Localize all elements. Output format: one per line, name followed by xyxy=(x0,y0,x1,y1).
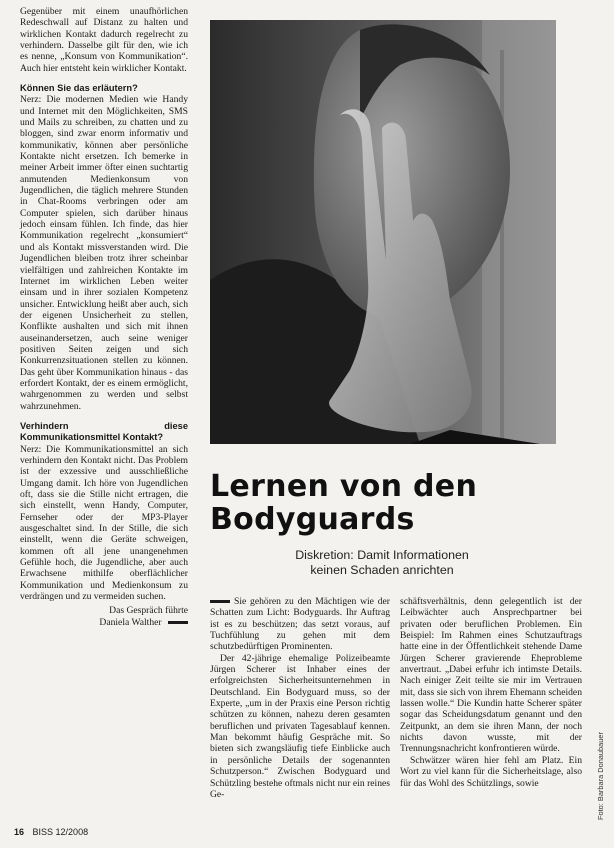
page-number: 16 xyxy=(14,827,25,837)
issue-label: BISS 12/2008 xyxy=(32,827,89,837)
page-footer xyxy=(14,827,88,837)
bodyguard-photo xyxy=(210,20,556,444)
signature-author xyxy=(20,617,188,628)
end-bar-icon xyxy=(168,621,188,624)
body-paragraph: Schwätzer wären hier fehl am Platz. Ein Wort zu viel kann für die Sicherheitslage, also für das Wohl des Schützlings, sowie xyxy=(400,754,582,789)
author-name: Daniela Walther xyxy=(99,616,162,628)
question-heading: Verhindern diese Kommunikationsmittel Kontakt? xyxy=(20,420,188,443)
lead-paragraph xyxy=(210,596,390,653)
lead-bar-icon xyxy=(210,600,230,603)
lead-text: Sie gehören zu den Mächtigen wie der Schatten zum Licht: Bodyguards. Ihr Auftrag ist es zu beschützen; das setzt voraus, auf Tuchfühlung zu gehen mit dem schutzbedürftigen Prominenten. xyxy=(210,596,390,653)
article-column-1 xyxy=(210,596,390,800)
bodyguard-illustration xyxy=(210,20,556,444)
interview-column xyxy=(20,6,188,628)
body-paragraph: schäftsverhältnis, denn gelegentlich ist der Leibwächter auch Ansprechpartner bei privaten oder beruflichen Problemen. Ein Beispiel: Im Rahmen eines Schutzauftrags hatte eine in der Öffentlichkeit stehende Dame Jürgen Scherer gravierende Eheprobleme anvertraut. „Dabei erfuhr ich intimste Details. Nach einiger Zeit teilte sie mir im Vertrauen mit, dass sie sich von ihrem Ehemann scheiden lassen wolle.“ Die Kundin hatte Scherer später sogar das Scheidungsdatum genannt und den Zeitpunkt, an dem sie ihren Mann, der noch nichts davon wusste, mit der Trennungsnachricht konfrontieren würde. xyxy=(400,596,582,755)
signature-line: Das Gespräch führte xyxy=(109,605,188,617)
subhead-line: keinen Schaden anrichten xyxy=(310,562,454,577)
article-subhead xyxy=(262,548,502,577)
headline-line: Lernen von den xyxy=(210,469,478,504)
intro-paragraph: Gegenüber mit einem unaufhörlichen Redeschwall auf Distanz zu halten und wirklichen Kontakt dadurch regelrecht zu verhindern. Dasselbe gilt für den, wie ich es nenne, „Konsum von Kommunikation“. Auch hier entsteht kein wirklicher Kontakt. xyxy=(20,6,188,74)
body-paragraph: Der 42-jährige ehemalige Polizeibeamte Jürgen Scherer ist Inhaber eines der erfolgreichsten Sicherheitsunternehmen in Deutschland. Ein Bodyguard muss, so der Experte, „um in der Praxis eine Person richtig schützen zu können, nahezu deren gesamten beruflichen und privaten Tagesablauf kennen. Man bekommt häufig Gespräche mit. So bieten sich zwangsläufig tiefe Einblicke auch in persönliche Details der sogenannten Schutzperson.“ Zwischen Bodyguard und Schützling bestehe oftmals nicht nur ein reines Ge- xyxy=(210,652,390,800)
question-heading: Können Sie das erläutern? xyxy=(20,83,138,94)
headline-line: Bodyguards xyxy=(210,502,415,537)
article-headline xyxy=(210,470,550,536)
answer-paragraph: Nerz: Die Kommunikationsmittel an sich verhindern den Kontakt nicht. Das Problem ist der exzessive und ausschließliche Umgang damit. Ich höre von Jugendlichen oft, dass sie die Stille nicht ertragen, die sich einstellt, wenn Handy, Computer, Fernseher oder der MP3-Player ausgeschaltet sind. In der Stille, die sich einstellt, wenn die Geräte schweigen, kommen oft all jene unangenehmen Gefühle hoch, die Jugendliche, aber auch Erwachsene mithilfe oberflächlicher Kommunikation und Medienkonsum zu verdrängen und zu vermeiden suchen. xyxy=(20,443,188,603)
subhead-line: Diskretion: Damit Informationen xyxy=(295,548,469,562)
answer-paragraph: Nerz: Die modernen Medien wie Handy und Internet mit den Möglichkeiten, SMS und Mails zu schreiben, zu chatten und zu bloggen, sind zwar enorm informativ und kommunikativ, können aber persönliche Kontakte nicht ersetzen. Ich bemerke in meiner Arbeit immer öfter einen suchtartig anmutenden Medienkonsum von Jugendlichen, die täglich mehrere Stunden in Chat-Rooms verbringen oder am Computer spielen, sich darüber hinaus jedoch einsam fühlen. Ich finde, das hier Kommunikation regelrecht „konsumiert“ und als Kontakt missverstanden wird. Die Jugendlichen bleiben trotz ihrer scheinbar vielfältigen und zahlreichen Kontakte im Internet im wirklichen Leben weiter einsam und in ihrer sozialen Kompetenz unsicher. Entwicklung heißt aber auch, sich der eigenen Unsicherheit zu stellen, Konflikte aushalten und sich mit ihnen auseinandersetzen, auch seine weniger positiven Seiten zeigen und sich Konkurrenzsituationen stellen zu können. Das geht über Kommunikation hinaus - das erfordert Kontakt, der es einem ermöglicht, wahrgenommen zu werden und selbst wahrzunehmen. xyxy=(20,94,188,412)
article-column-2 xyxy=(400,596,582,789)
photo-credit: Foto: Barbara Donaubauer xyxy=(596,732,605,820)
